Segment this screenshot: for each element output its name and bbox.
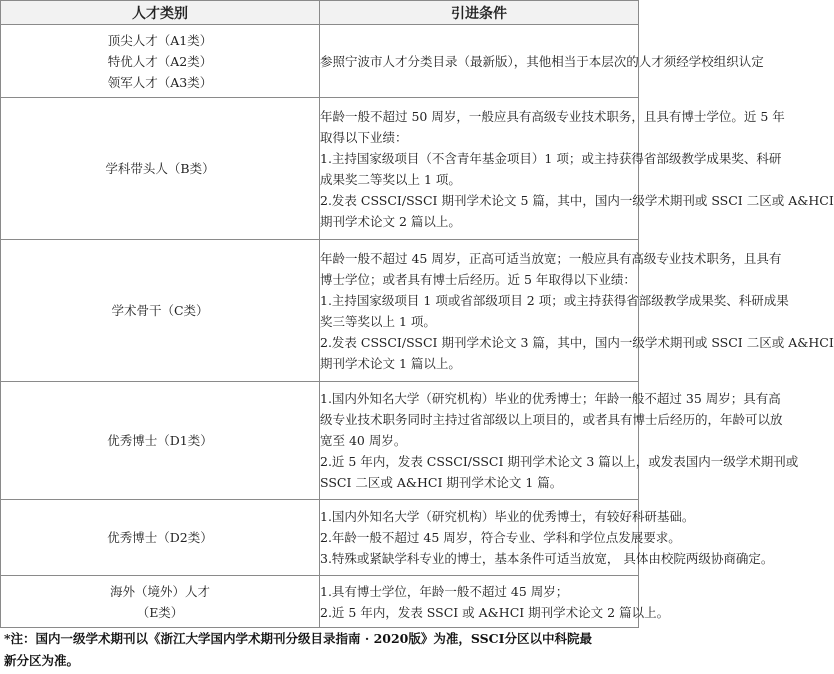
condition-line: 级专业技术职务同时主持过省部级以上项目的，或者具有博士后经历的，年龄可以放 [320,412,783,427]
category-cell [1,98,320,240]
table-row [1,25,639,98]
category-line: 学科带头人（B类） [105,161,215,176]
condition-cell [320,240,834,382]
condition-line: 1.主持国家级项目（不含青年基金项目）1 项；或主持获得省部级教学成果奖、科研 [320,150,782,166]
condition-line: 奖三等奖以上 1 项。 [320,313,436,329]
condition-cell [320,500,774,576]
condition-line: 年龄一般不超过 50 周岁，一般应具有高级专业技术职务，且具有博士学位。近 5 年 [320,108,785,124]
condition-line: 宽至 40 周岁。 [320,433,407,448]
category-line: 优秀博士（D1类） [107,433,213,448]
table-row [1,240,639,382]
condition-line: SSCI 二区或 A&HCI 期刊学术论文 1 篇。 [320,475,563,490]
condition-line: 2.发表 CSSCI/SSCI 期刊学术论文 5 篇，其中，国内一级学术期刊或 SSCI 二区或 A&HCI [320,192,834,208]
condition-line: 期刊学术论文 2 篇以上。 [320,213,461,229]
category-cell [1,500,320,576]
category-cell [1,25,320,98]
category-line: 特优人才（A2类） [107,53,213,69]
condition-line: 年龄一般不超过 45 周岁，正高可适当放宽；一般应具有高级专业技术职务，且具有 [320,250,782,266]
category-line: 顶尖人才（A1类） [107,32,213,48]
condition-cell [320,25,764,98]
condition-cell [320,382,799,500]
table-row [1,500,639,576]
table-header-row [1,1,639,25]
condition-cell [320,576,670,628]
condition-line: 1.主持国家级项目 1 项或省部级项目 2 项；或主持获得省部级教学成果奖、科研成果 [320,292,789,308]
header-category: 人才类别 [1,1,320,25]
condition-line: 2.发表 CSSCI/SSCI 期刊学术论文 3 篇，其中，国内一级学术期刊或 SSCI 二区或 A&HCI [320,334,834,350]
table-row [1,576,639,628]
category-line: 海外（境外）人才 [109,583,210,599]
header-condition: 引进条件 [320,1,639,25]
condition-cell [320,98,834,240]
condition-line: 2.近 5 年内，发表 SSCI 或 A&HCI 期刊学术论文 2 篇以上。 [320,604,670,620]
condition-line: 2.年龄一般不超过 45 周岁，符合专业、学科和学位点发展要求。 [320,530,681,545]
category-cell [1,382,320,500]
category-line: 优秀博士（D2类） [107,530,213,545]
footnote-line: 新分区为准。 [4,653,80,668]
condition-line: 博士学位；或者具有博士后经历。近 5 年取得以下业绩： [320,271,636,287]
footnote-line: *注：国内一级学术期刊以《浙江大学国内学术期刊分级目录指南 · 2020版》为准，SSCI分区以中科院最 [4,631,592,646]
category-line: 学术骨干（C类） [111,303,209,318]
category-cell [1,240,320,382]
condition-line: 取得以下业绩： [320,129,408,145]
condition-line: 成果奖二等奖以上 1 项。 [320,171,461,187]
condition-line: 2.近 5 年内，发表 CSSCI/SSCI 期刊学术论文 3 篇以上，或发表国内一级学术期刊或 [320,454,799,469]
condition-line: 1.具有博士学位，年龄一般不超过 45 周岁； [320,583,569,599]
category-line: 领军人才（A3类） [107,74,213,90]
condition-line: 1.国内外知名大学（研究机构）毕业的优秀博士，有较好科研基础。 [320,509,695,524]
category-line: （E类） [136,604,184,620]
condition-line: 期刊学术论文 1 篇以上。 [320,355,461,371]
category-cell [1,576,320,628]
condition-line: 3.特殊或紧缺学科专业的博士，基本条件可适当放宽， 具体由校院两级协商确定。 [320,551,774,566]
condition-line: 参照宁波市人才分类目录（最新版），其他相当于本层次的人才须经学校组织认定 [320,53,764,69]
footnote [4,628,636,672]
table-row [1,98,639,240]
table-row [1,382,639,500]
condition-line: 1.国内外知名大学（研究机构）毕业的优秀博士；年龄一般不超过 35 周岁；具有高 [320,391,781,406]
